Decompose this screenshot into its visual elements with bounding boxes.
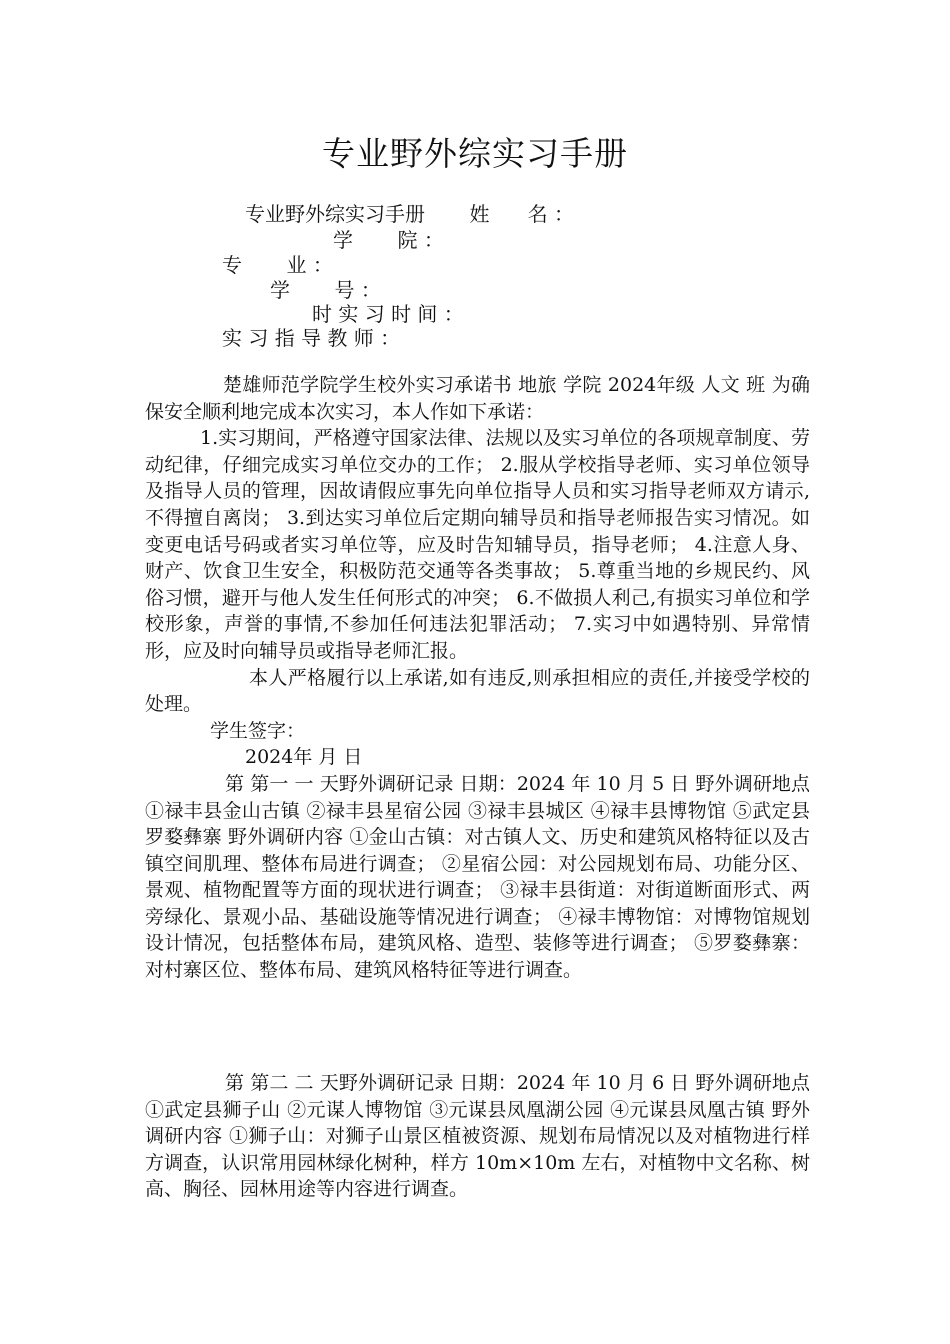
form-student-id-line: 学 号 ： [270,278,381,302]
day2-section [145,1070,810,1203]
student-signature-label: 学生签字： [210,719,306,742]
pledge-items: 1.实习期间，严格遵守国家法律、法规以及实习单位的各项规章制度、劳动纪律，仔细完成实习单位交办的工作； 2.服从学校指导老师、实习单位领导及指导人员的管理，因故请假应事先向单位指导人员和实习指导老师双方请示,不得擅自离岗； 3.到达实习单位后定期向辅导员和指导老师报告实习情况。如变更电话号码或者实习单位等，应及时告知辅导员，指导老师； 4.注意人身、财产、饮食卫生安全，积极防范交通等各类事故； 5.尊重当地的乡规民约、风俗习惯，避开与他人发生任何形式的冲突； 6.不做损人利己,有损实习单位和学校形象，声誉的事情,不参加任何违法犯罪活动； 7.实习中如遇特别、异常情形，应及时向辅导员或指导老师汇报。 [145,427,810,662]
pledge-section [145,372,810,984]
form-college-line: 学 院 ： [333,228,444,252]
form-instructor-line: 实 习 指 导 教 师 ： [222,326,401,350]
signature-date: 2024年 月 日 [245,746,363,769]
pledge-commitment: 本人严格履行以上承诺,如有违反,则承担相应的责任,并接受学校的处理。 [145,666,810,716]
day2-field-record: 第 第二 二 天野外调研记录 日期：2024 年 10 月 6 日 野外调研地点 ①武定县狮子山 ②元谋人博物馆 ③元谋县凤凰湖公园 ④元谋县凤凰古镇 野外调研内容 ①狮子山：对狮子山景区植被资源、规划布局情况以及对植物进行样方调查，认识常用园林绿化树种，样方 10m×10m 左右，对植物中文名称、树高、胸径、园林用途等内容进行调查。 [145,1072,810,1201]
page-title: 专业野外综实习手册 [322,134,628,173]
day1-field-record: 第 第一 一 天野外调研记录 日期：2024 年 10 月 5 日 野外调研地点 ①禄丰县金山古镇 ②禄丰县星宿公园 ③禄丰县城区 ④禄丰县博物馆 ⑤武定县罗婺彝寨 野外调研内容 ①金山古镇：对古镇人文、历史和建筑风格特征以及古镇空间肌理、整体布局进行调查； ②星宿公园：对公园规划布局、功能分区、景观、植物配置等方面的现状进行调查； ③禄丰县街道：对街道断面形式、两旁绿化、景观小品、基础设施等情况进行调查； ④禄丰博物馆：对博物馆规划设计情况，包括整体布局，建筑风格、造型、装修等进行调查； ⑤罗婺彝寨：对村寨区位、整体布局、建筑风格特征等进行调查。 [145,772,810,982]
form-major-line: 专 业 ： [222,253,333,277]
form-internship-time-line: 时 实 习 时 间 ： [312,302,464,326]
form-name-line: 专业野外综实习手册 姓 名 ： [245,202,575,226]
pledge-intro: 楚雄师范学院学生校外实习承诺书 地旅 学院 2024年级 人文 班 为确保安全顺利地完成本次实习，本人作如下承诺： [145,374,810,423]
